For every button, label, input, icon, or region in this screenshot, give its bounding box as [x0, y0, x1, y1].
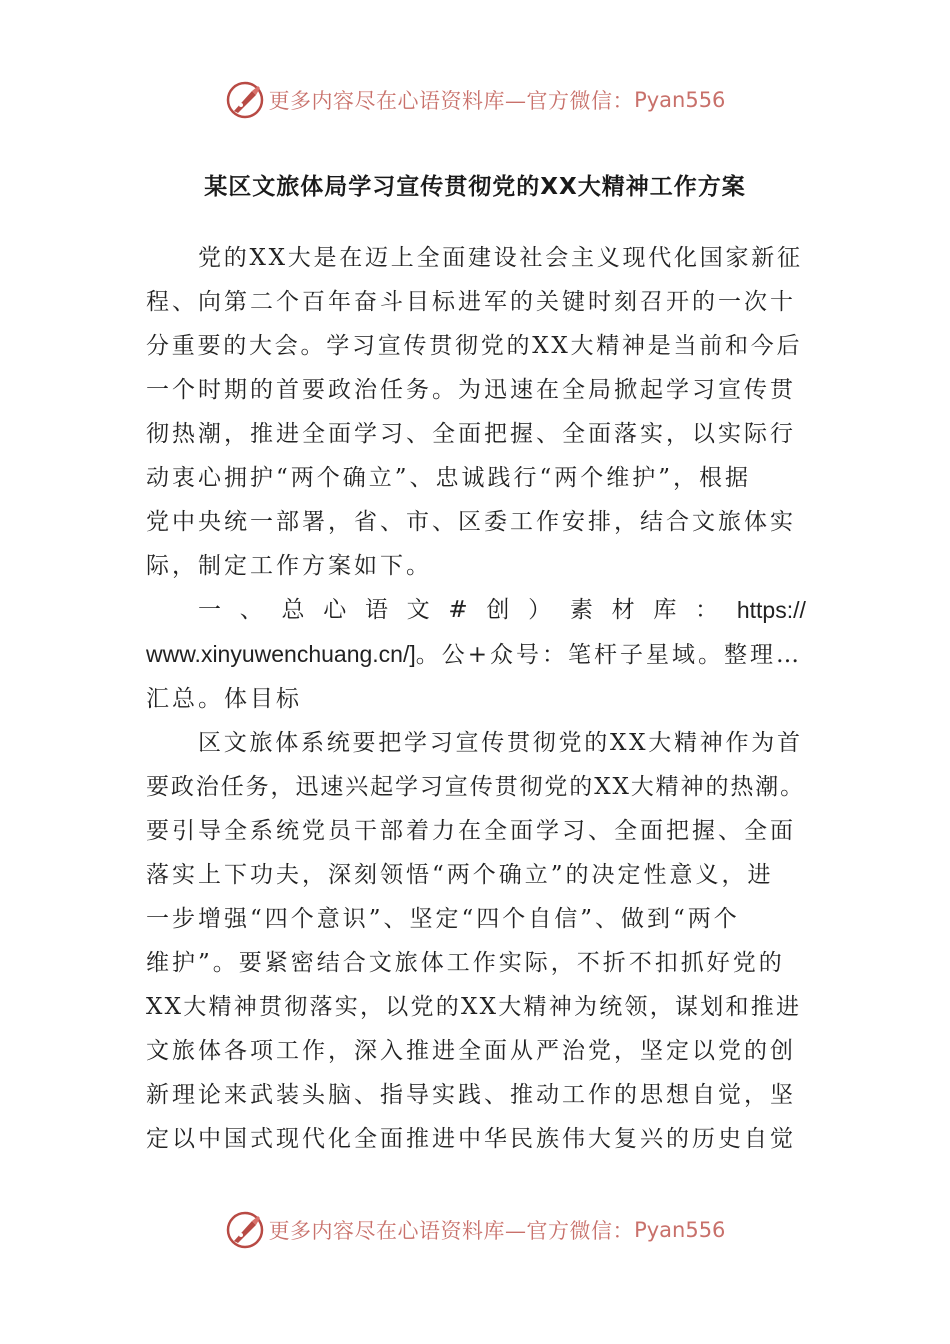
heading-char: 心 [323, 597, 350, 623]
watermark-text: 更多内容尽在心语资料库—官方微信： [268, 1219, 635, 1243]
section-heading-line [146, 632, 806, 677]
heading-char: 语 [364, 597, 391, 623]
paragraph-intro [146, 236, 806, 588]
text-line: 要政治任务，迅速兴起学习宣传贯彻党的XX大精神的热潮。 [146, 774, 806, 800]
paragraph-goal [146, 721, 806, 1161]
text-line: 要引导全系统党员干部着力在全面学习、全面把握、全面 [146, 818, 796, 844]
text-line: 一步增强“四个意识”、坚定“四个自信”、做到“两个 [146, 906, 740, 932]
heading-char: 库 [653, 597, 680, 623]
text-line: 定以中国式现代化全面推进中华民族伟大复兴的历史自觉 [146, 1126, 796, 1152]
heading-char: ） [528, 597, 555, 623]
section-heading-line: 汇总。体目标 [146, 686, 302, 712]
text-line: 维护”。要紧密结合文旅体工作实际，不折不扣抓好党的 [146, 950, 785, 976]
heading-char: 一 [198, 597, 224, 623]
text-line: 新理论来武装头脑、指导实践、推动工作的思想自觉，坚 [146, 1082, 796, 1108]
text-line: 际，制定工作方案如下。 [146, 553, 432, 579]
heading-char: 材 [611, 597, 638, 623]
document-body [146, 236, 806, 1161]
watermark-banner-top [0, 78, 950, 122]
text-line: 动衷心拥护“两个确立”、忠诚践行“两个维护”，根据 [146, 465, 752, 491]
heading-char: 素 [569, 597, 596, 623]
text-line: 落实上下功夫，深刻领悟“两个确立”的决定性意义，进 [146, 862, 774, 888]
pen-nib-logo-icon [225, 80, 265, 120]
heading-char: 文 [406, 597, 433, 623]
heading-char: 、 [239, 597, 266, 623]
heading-char: ： [695, 597, 722, 623]
text-line: 一个时期的首要政治任务。为迅速在全局掀起学习宣传贯 [146, 377, 796, 403]
text-line: 党的XX大是在迈上全面建设社会主义现代化国家新征 [198, 245, 803, 271]
watermark-text: 更多内容尽在心语资料库—官方微信： [268, 89, 635, 113]
text-line: 党中央统一部署，省、市、区委工作安排，结合文旅体实 [146, 509, 796, 535]
document-title: 某区文旅体局学习宣传贯彻党的XX大精神工作方案 [204, 174, 746, 200]
text-line: 程、向第二个百年奋斗目标进军的关键时刻召开的一次十 [146, 289, 796, 315]
text-line: 分重要的大会。学习宣传贯彻党的XX大精神是当前和今后 [146, 333, 803, 359]
section-heading-overall-goal [146, 588, 806, 721]
pen-nib-logo-icon [225, 1210, 265, 1250]
heading-char: 创 [486, 597, 513, 623]
text-line: 彻热潮，推进全面学习、全面把握、全面落实，以实际行 [146, 421, 796, 447]
section-heading-line [146, 588, 806, 632]
text-line: XX大精神贯彻落实，以党的XX大精神为统领，谋划和推进 [146, 994, 802, 1020]
watermark-wechat-id: Pyan556 [634, 1218, 726, 1242]
url-link[interactable]: www.xinyuwenchuang.cn/] [146, 641, 416, 667]
text-line: 文旅体各项工作，深入推进全面从严治党，坚定以党的创 [146, 1038, 796, 1064]
url-fragment: https:// [736, 597, 806, 623]
heading-text: 。公+众号：笔杆子星域。整理… [415, 642, 803, 668]
watermark-banner-bottom [0, 1208, 950, 1252]
watermark-wechat-id: Pyan556 [634, 88, 726, 112]
heading-char: # [448, 597, 471, 623]
heading-char: 总 [281, 597, 308, 623]
text-line: 区文旅体系统要把学习宣传贯彻党的XX大精神作为首 [198, 730, 803, 756]
